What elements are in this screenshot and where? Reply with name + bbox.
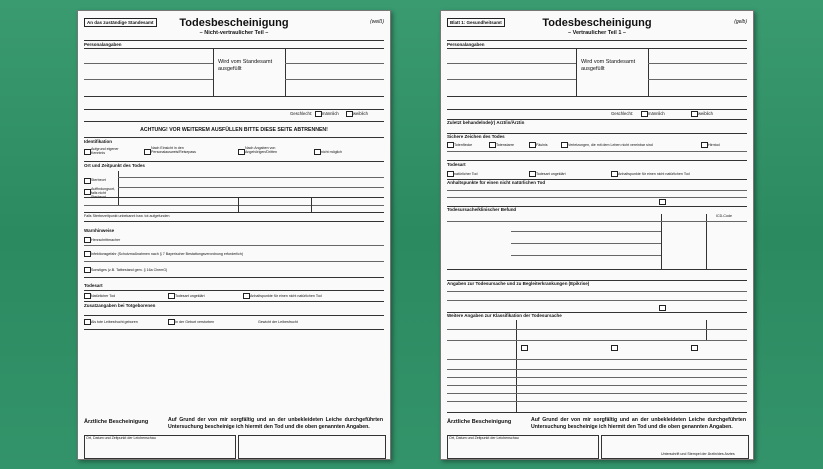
declaration-text: Auf Grund der von mir sorgfältig und an der unbekleideten Leiche durchgeführten Untersuchung bescheinige ich hiermit den Tod und die oben genannten Angaben.	[168, 417, 383, 430]
section-personal: Personalangaben	[84, 42, 122, 47]
signature-field[interactable]	[238, 435, 386, 459]
more-info-checkbox[interactable]	[659, 199, 666, 205]
form-subtitle: – Vertraulicher Teil 1 –	[568, 30, 626, 36]
natural-checkbox[interactable]	[447, 171, 454, 177]
registry-note: Wird vom Standesamt ausgefüllt	[218, 59, 273, 72]
addressee-box: An das zuständige Standesamt	[84, 18, 157, 27]
zusatz-opt: Als tote Leibesfrucht geboren	[91, 320, 138, 324]
sign-checkbox[interactable]	[561, 142, 568, 148]
sign-checkbox[interactable]	[489, 142, 496, 148]
icd-header: ICD-Code	[716, 214, 732, 218]
zeichen-opt: Fäulnis	[536, 143, 548, 147]
unnatural-checkbox[interactable]	[243, 293, 250, 299]
medical-certification-heading: Ärztliche Bescheinigung	[84, 419, 149, 425]
zusatz-opt: In der Geburt verstorben	[175, 320, 215, 324]
sign-checkbox[interactable]	[447, 142, 454, 148]
form-title: Todesbescheinigung	[542, 17, 652, 29]
ident-own-checkbox[interactable]	[84, 149, 91, 155]
certificate-non-confidential	[77, 10, 391, 460]
more-info-checkbox-2[interactable]	[659, 305, 666, 311]
female-label: weiblich	[698, 111, 713, 116]
auffinde-checkbox[interactable]	[84, 189, 91, 195]
detach-warning: ACHTUNG! VOR WEITEREM AUSFÜLLEN BITTE DIESE SEITE ABTRENNEN!	[140, 127, 328, 133]
sex-label: Geschlecht:	[611, 111, 634, 116]
medical-certification-heading: Ärztliche Bescheinigung	[447, 419, 512, 425]
ident-opt: Nach Einsicht in den Personalausweis/Reisepass	[151, 146, 196, 154]
female-label: weiblich	[353, 111, 368, 116]
section-todesart: Todesart	[447, 162, 466, 167]
sign-checkbox[interactable]	[529, 142, 536, 148]
signature-label: Ort, Datum und Zeitpunkt der Leichenschau	[449, 436, 519, 440]
stillborn-checkbox[interactable]	[84, 319, 91, 325]
unnatural-checkbox[interactable]	[611, 171, 618, 177]
zeichen-opt: Verletzungen, die mit dem Leben nicht vereinbar sind	[568, 143, 653, 147]
male-checkbox[interactable]	[641, 111, 648, 117]
during-birth-checkbox[interactable]	[168, 319, 175, 325]
pacemaker-checkbox[interactable]	[84, 237, 91, 243]
classif-checkbox[interactable]	[521, 345, 528, 351]
tod-opt: Anhaltspunkte für einen nicht natürlichen Tod	[250, 294, 322, 298]
form-subtitle: – Nicht-vertraulicher Teil –	[199, 30, 269, 36]
sterbeort-label: Sterbeort	[91, 178, 106, 182]
addressee-box: Blatt 1: Gesundheitsamt	[447, 18, 505, 27]
section-zeichen: Sichere Zeichen des Todes	[447, 134, 505, 139]
declaration-text: Auf Grund der von mir sorgfältig und an der unbekleideten Leiche durchgeführten Untersuchung bescheinige ich hiermit den Tod und die oben genannten Angaben.	[531, 417, 746, 430]
female-checkbox[interactable]	[691, 111, 698, 117]
zeichen-opt: Totenstarre	[496, 143, 514, 147]
section-anhalt: Anhaltspunkte für einen nicht natürlichen Tod	[447, 180, 546, 185]
male-checkbox[interactable]	[315, 111, 322, 117]
male-label: männlich	[322, 111, 339, 116]
classif-checkbox[interactable]	[611, 345, 618, 351]
section-ursache: Todesursache/klinischer Befund	[447, 207, 517, 212]
zeichen-opt: Hirntod	[708, 143, 720, 147]
tod-opt: Todesart ungeklärt	[536, 172, 566, 176]
ident-opt: Nach Angaben von Angehörigen/Dritten	[245, 146, 277, 154]
warn-opt: Infektionsgefahr (Schutzmaßnahmen nach § 7 Bayerischer Bestattungsverordnung erforderlich)	[91, 252, 244, 256]
zeichen-opt: Totenflecke	[454, 143, 473, 147]
certificate-confidential-part1	[440, 10, 754, 460]
unclear-checkbox[interactable]	[529, 171, 536, 177]
signature-label: Ort, Datum und Zeitpunkt der Leichenschau	[86, 436, 156, 440]
sex-label: Geschlecht:	[290, 111, 313, 116]
unclear-checkbox[interactable]	[168, 293, 175, 299]
tod-opt: Todesart ungeklärt	[175, 294, 205, 298]
tod-opt: Anhaltspunkte für einen nicht natürlichen Tod	[618, 172, 690, 176]
infection-checkbox[interactable]	[84, 251, 91, 257]
sign-checkbox[interactable]	[701, 142, 708, 148]
ident-opt: nicht möglich	[321, 150, 342, 154]
section-weitere: Weitere Angaben zur Klassifikation der Todesursache	[447, 313, 562, 318]
section-personal: Personalangaben	[447, 42, 485, 47]
section-warn: Warnhinweise	[84, 228, 115, 233]
section-zuletzt: Zuletzt behandelnde(r) Arzt/in/Ärztin	[447, 120, 525, 125]
ident-opt: Aufgrund eigener Kenntnis	[91, 147, 119, 155]
warn-opt: Sonstiges (z.B. Tatbestand gem. § 16a ChemG)	[91, 268, 168, 272]
other-checkbox[interactable]	[84, 267, 91, 273]
male-label: männlich	[648, 111, 665, 116]
tod-opt: natürlicher Tod	[454, 172, 478, 176]
registry-note: Wird vom Standesamt ausgefüllt	[581, 59, 636, 72]
copy-color: (gelb)	[734, 19, 747, 25]
ident-relatives-checkbox[interactable]	[238, 149, 245, 155]
section-zusatz: Zusatzangaben bei Totgeborenen	[84, 303, 156, 308]
auffinde-label: Auffindungsort, falls nicht Sterbeort	[91, 187, 116, 199]
ident-id-checkbox[interactable]	[144, 149, 151, 155]
warn-opt: Herzschrittmacher	[91, 238, 121, 242]
female-checkbox[interactable]	[346, 111, 353, 117]
ident-none-checkbox[interactable]	[314, 149, 321, 155]
natural-checkbox[interactable]	[84, 293, 91, 299]
tod-opt: Natürlicher Tod	[91, 294, 116, 298]
copy-color: (weiß)	[370, 19, 384, 25]
sterbeort-checkbox[interactable]	[84, 178, 91, 184]
section-todesart: Todesart	[84, 283, 103, 288]
zusatz-opt: Gewicht der Leibesfrucht	[258, 320, 298, 324]
section-angaben: Angaben zur Todesursache und zu Begleiterkrankungen (Epikrise)	[447, 281, 590, 286]
form-title: Todesbescheinigung	[179, 17, 289, 29]
signature-label-2: Unterschrift und Stempel der Ärztin/des Arztes	[661, 452, 735, 456]
section-ort: Ort und Zeitpunkt des Todes	[84, 163, 145, 168]
falls-label: Falls Sterbezeitpunkt unbekannt bzw. tot aufgefunden	[84, 214, 170, 218]
section-ident: Identifikation	[84, 139, 112, 144]
classif-checkbox[interactable]	[691, 345, 698, 351]
